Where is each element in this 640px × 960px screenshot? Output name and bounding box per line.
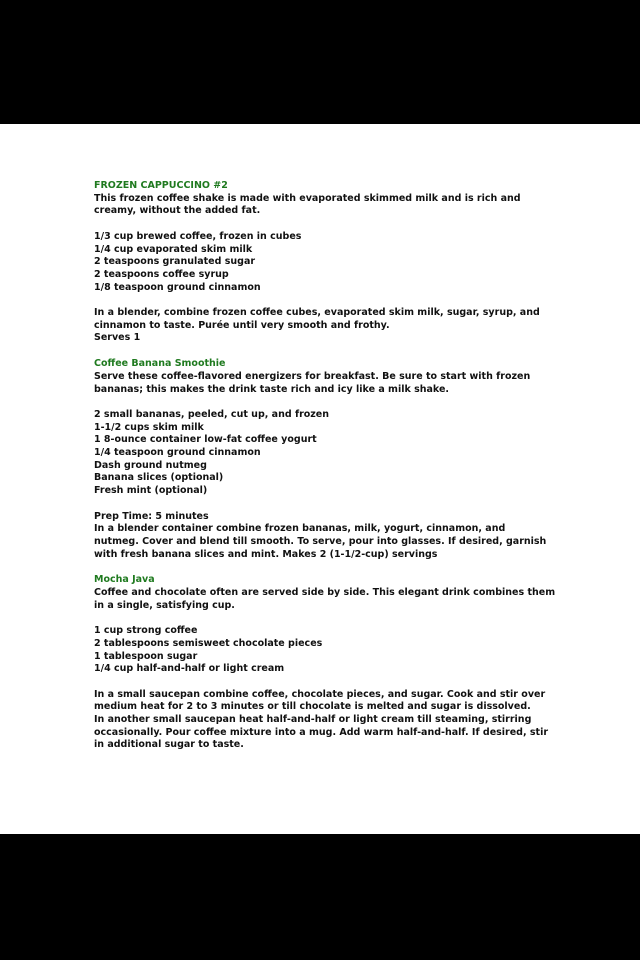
ingredient-line: 1 8-ounce container low-fat coffee yogurt <box>94 434 317 446</box>
recipe-mocha-java <box>94 574 564 752</box>
ingredient-line: 2 tablespoons semisweet chocolate pieces <box>94 637 323 649</box>
direction-line: nutmeg. Cover and blend till smooth. To serve, pour into glasses. If desired, garnish <box>94 535 547 547</box>
direction-line: with fresh banana slices and mint. Makes 2 (1-1/2-cup) servings <box>94 548 438 560</box>
recipe-intro-line: This frozen coffee shake is made with evaporated skimmed milk and is rich and <box>94 192 521 204</box>
recipe-intro-line: creamy, without the added fat. <box>94 205 261 217</box>
ingredient-line: 2 small bananas, peeled, cut up, and frozen <box>94 408 330 420</box>
ingredient-line: Dash ground nutmeg <box>94 459 207 471</box>
ingredient-line: 1/8 teaspoon ground cinnamon <box>94 281 261 293</box>
ingredient-line: 1/4 teaspoon ground cinnamon <box>94 447 261 459</box>
ingredient-line: 1/3 cup brewed coffee, frozen in cubes <box>94 230 302 242</box>
ingredient-line: 1/4 cup half-and-half or light cream <box>94 663 285 675</box>
direction-line: In a small saucepan combine coffee, chocolate pieces, and sugar. Cook and stir over <box>94 688 546 700</box>
ingredient-line: 1 cup strong coffee <box>94 625 198 637</box>
direction-line: medium heat for 2 to 3 minutes or till chocolate is melted and sugar is dissolved. <box>94 701 531 713</box>
ingredient-line: 2 teaspoons granulated sugar <box>94 256 256 268</box>
ingredient-line: 2 teaspoons coffee syrup <box>94 268 229 280</box>
prep-time-line: Prep Time: 5 minutes <box>94 510 209 522</box>
direction-line: In a blender, combine frozen coffee cubes, evaporated skim milk, sugar, syrup, and <box>94 307 540 318</box>
recipe-intro-line: Serve these coffee-flavored energizers for breakfast. Be sure to start with frozen <box>94 370 531 382</box>
recipe-intro-line: bananas; this makes the drink taste rich and icy like a milk shake. <box>94 383 450 395</box>
recipe-frozen-cappuccino <box>94 180 564 345</box>
direction-line: cinnamon to taste. Purée until very smooth and frothy. <box>94 319 390 331</box>
recipe-document <box>94 180 564 752</box>
ingredient-line: 1 tablespoon sugar <box>94 650 198 662</box>
recipe-intro-line: Coffee and chocolate often are served side by side. This elegant drink combines them <box>94 587 556 599</box>
recipe-intro-line: in a single, satisfying cup. <box>94 599 235 611</box>
ingredient-line: 1-1/2 cups skim milk <box>94 421 204 433</box>
servings-line: Serves 1 <box>94 332 141 344</box>
ingredient-line: Banana slices (optional) <box>94 472 224 484</box>
recipe-coffee-banana-smoothie <box>94 358 564 561</box>
recipe-title: Coffee Banana Smoothie <box>94 358 226 370</box>
direction-line: in additional sugar to taste. <box>94 739 244 751</box>
document-page <box>0 124 640 834</box>
direction-line: occasionally. Pour coffee mixture into a mug. Add warm half-and-half. If desired, stir <box>94 726 549 738</box>
direction-line: In another small saucepan heat half-and-half or light cream till steaming, stirring <box>94 714 532 726</box>
direction-line: In a blender container combine frozen bananas, milk, yogurt, cinnamon, and <box>94 523 506 535</box>
recipe-title: FROZEN CAPPUCCINO #2 <box>94 180 228 191</box>
ingredient-line: Fresh mint (optional) <box>94 485 208 497</box>
ingredient-line: 1/4 cup evaporated skim milk <box>94 243 253 255</box>
recipe-title: Mocha Java <box>94 574 155 586</box>
